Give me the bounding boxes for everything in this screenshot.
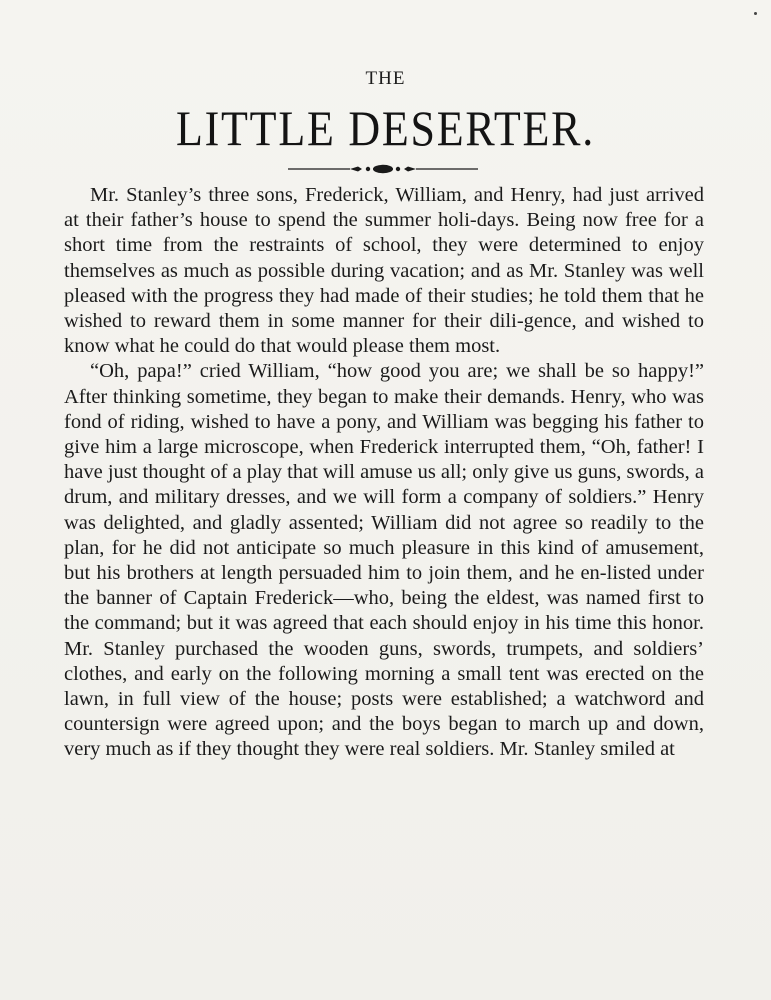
paragraph-1: Mr. Stanley’s three sons, Frederick, William, and Henry, had just arrived at their father’s house to spend the summer holi-days. Being now free for a short time from the restraints of school, they were determined to enjoy themselves as much as possible during vacation; and as Mr. Stanley was well pleased with the progress they had made of their studies; he told them that he wished to reward them in some manner for their dili-gence, and wished to know what he could do that would please them most. bbox=[64, 184, 704, 358]
scroll-ornament-icon bbox=[288, 162, 478, 176]
paper-speck bbox=[754, 12, 757, 15]
paragraph-2: “Oh, papa!” cried William, “how good you are; we shall be so happy!” After thinking sometime, they began to make their demands. Henry, who was fond of riding, wished to have a pony, and William was begging his father to give him a large microscope, when Frederick interrupted them, “Oh, father! I have just thought of a play that will amuse us all; only give us guns, swords, a drum, and military dresses, and we will form a company of soldiers.” Henry was delighted, and gladly assented; William did not agree so readily to the plan, for he did not anticipate so much pleasure in this kind of amusement, but his brothers at length persuaded him to join them, and he en-listed under the banner of Captain Frederick—who, being the eldest, was named first to the command; but it was agreed that each should enjoy in his time this honor. Mr. Stanley purchased the wooden guns, swords, trumpets, and soldiers’ clothes, and early on the following morning a small tent was erected on the lawn, in full view of the house; posts were established; a watchword and countersign were agreed upon; and the boys began to march up and down, very much as if they thought they were real soldiers. Mr. Stanley smiled at bbox=[64, 360, 704, 761]
body-text bbox=[64, 183, 704, 763]
page-title: LITTLE DESERTER. bbox=[175, 100, 595, 156]
title-kicker: THE bbox=[365, 68, 406, 89]
